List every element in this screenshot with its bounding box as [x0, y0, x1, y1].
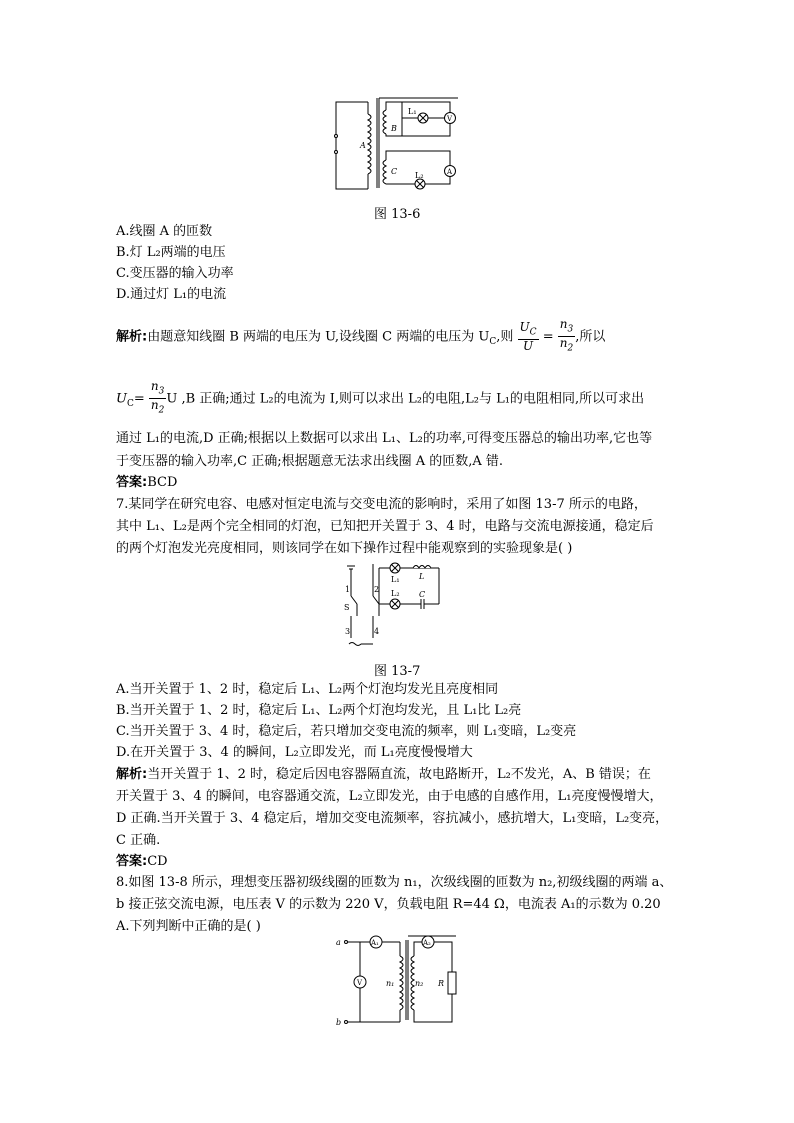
svg-text:L₂: L₂ — [415, 171, 424, 180]
svg-text:V: V — [357, 979, 363, 987]
q7-analysis-line-4: C 正确. — [116, 833, 161, 848]
svg-text:n₁: n₁ — [386, 979, 395, 988]
q8-line-3: A.下列判断中正确的是( ) — [116, 919, 261, 934]
svg-text:L: L — [419, 572, 425, 581]
fraction-n3-n2: $\frac{n_3}{n_2}$ — [559, 317, 574, 354]
q7-analysis-line-2: 开关置于 3、4 的瞬间，电容器通交流，L₂立即发光，由于电感的自感作用，L₁亮度慢慢增大， — [116, 789, 663, 804]
q6-analysis-line-4: 于变压器的输入功率,C 正确;根据题意无法求出线圈 A 的匝数,A 错. — [116, 454, 504, 469]
q7-line-2: 其中 L₁、L₂是两个完全相同的灯泡，已知把开关置于 3、4 时，电路与交流电源接通，稳定后 — [116, 519, 654, 534]
q6-option-c: C.变压器的输入功率 — [116, 266, 234, 281]
svg-text:V: V — [447, 115, 453, 123]
svg-text:L₁: L₁ — [391, 575, 400, 584]
q7-option-c: C.当开关置于 3、4 时，稳定后，若只增加交变电流的频率，则 L₁变暗，L₂变亮 — [116, 724, 577, 739]
svg-text:S: S — [344, 603, 350, 612]
q6-option-d: D.通过灯 L₁的电流 — [116, 287, 227, 302]
q8-line-1: 8.如图 13-8 所示，理想变压器初级线圈的匝数为 n₁，次级线圈的匝数为 n₂,初级线圈的两端 a、 — [116, 875, 673, 890]
figure-13-6-caption: 图 13-6 — [374, 207, 421, 222]
q6-analysis-line-1: 解析:由题意知线圈 B 两端的电压为 U,设线圈 C 两端的电压为 $U_C$,则 $\frac{U_C}{U}$ = $\frac{n_3}{n_2}$ ,所以 — [116, 317, 606, 354]
figure-13-7-caption: 图 13-7 — [374, 664, 421, 679]
svg-text:C: C — [419, 590, 426, 599]
q7-line-1: 7.某同学在研究电容、电感对恒定电流与交变电流的影响时，采用了如图 13-7 所示的电路， — [116, 497, 647, 512]
svg-text:a: a — [336, 938, 341, 947]
q7-line-3: 的两个灯泡发光亮度相同，则该同学在如下操作过程中能观察到的实验现象是( ) — [116, 541, 573, 556]
q7-option-d: D.在开关置于 3、4 的瞬间，L₂立即发光，而 L₁亮度慢慢增大 — [116, 745, 473, 760]
figure-13-6 — [330, 96, 462, 196]
q6-option-a: A.线圈 A 的匝数 — [116, 224, 213, 239]
svg-text:A: A — [447, 168, 453, 176]
q6-option-b: B.灯 L₂两端的电压 — [116, 245, 226, 260]
figure-13-7 — [343, 560, 443, 652]
q7-analysis-line-3: D 正确.当开关置于 3、4 稳定后，增加交变电流频率，容抗减小，感抗增大，L₁变暗，L₂变亮， — [116, 811, 669, 826]
q7-analysis-line-1: 解析:当开关置于 1、2 时，稳定后因电容器隔直流，故电路断开，L₂不发光，A、B 错误；在 — [116, 767, 651, 782]
figure-13-8 — [332, 934, 462, 1028]
svg-text:L₁: L₁ — [408, 107, 417, 116]
svg-text:4: 4 — [374, 627, 380, 636]
svg-text:b: b — [336, 1018, 342, 1027]
svg-text:A: A — [360, 141, 366, 150]
analysis-label: 解析: — [116, 329, 148, 345]
fraction-uc-u: $\frac{U_C}{U}$ — [519, 319, 537, 354]
svg-text:B: B — [391, 124, 397, 133]
svg-text:C: C — [391, 167, 398, 176]
q6-answer: 答案:BCD — [116, 475, 178, 490]
svg-text:3: 3 — [345, 627, 351, 636]
q7-answer: 答案:CD — [116, 854, 168, 869]
q6-analysis-line-3: 通过 L₁的电流,D 正确;根据以上数据可以求出 L₁、L₂的功率,可得变压器总的输出功率,它也等 — [116, 431, 653, 446]
q8-line-2: b 接正弦交流电源，电压表 V 的示数为 220 V，负载电阻 R=44 Ω，电流表 A₁的示数为 0.20 — [116, 897, 661, 912]
svg-text:A₁: A₁ — [371, 939, 379, 947]
q7-option-a: A.当开关置于 1、2 时，稳定后 L₁、L₂两个灯泡均发光且亮度相同 — [116, 682, 499, 697]
svg-text:R: R — [438, 979, 445, 988]
svg-text:n₂: n₂ — [415, 979, 424, 988]
svg-text:2: 2 — [374, 585, 380, 594]
svg-text:L₂: L₂ — [391, 589, 400, 598]
q7-option-b: B.当开关置于 1、2 时，稳定后 L₁、L₂两个灯泡均发光，且 L₁比 L₂亮 — [116, 703, 522, 718]
fraction-n3-n2-b: $\frac{n_3}{n_2}$ — [150, 379, 165, 416]
q6-analysis-line-2: $U_C=$ $\frac{n_3}{n_2}$ U ,B 正确;通过 L₂的电流为 I,则可以求出 L₂的电阻,L₂与 L₁的电阻相同,所以可求出 — [116, 379, 645, 416]
svg-text:A₂: A₂ — [423, 939, 431, 947]
svg-text:1: 1 — [345, 585, 351, 594]
